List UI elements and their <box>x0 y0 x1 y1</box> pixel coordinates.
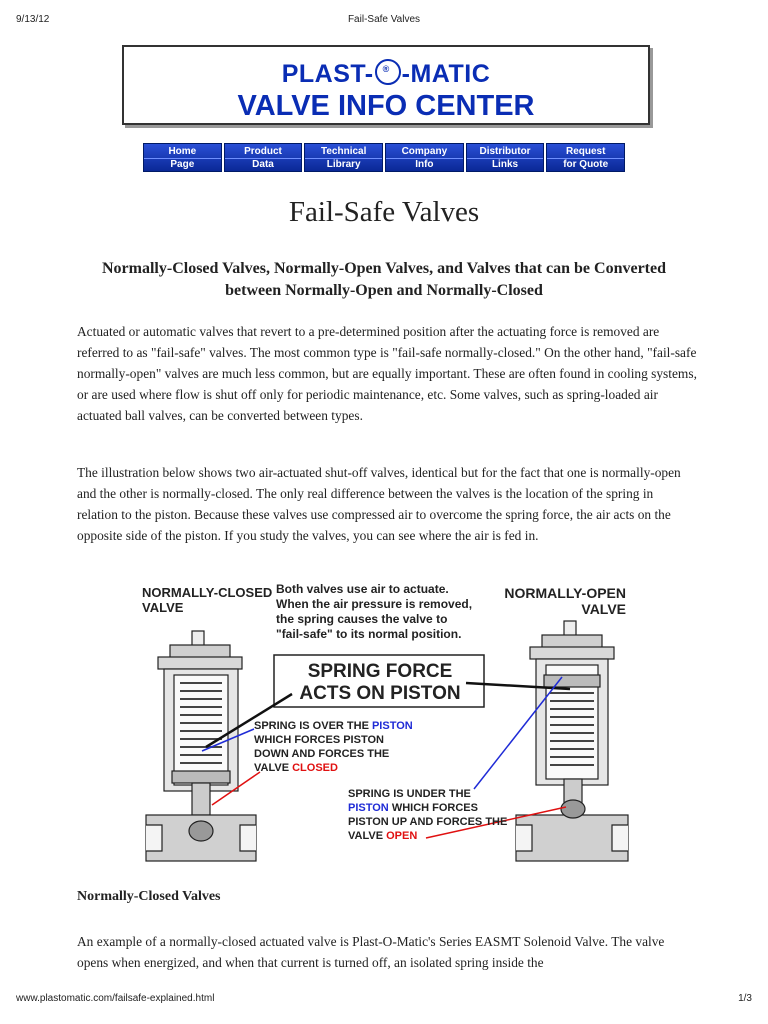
print-date: 9/13/12 <box>16 14 50 25</box>
nav-company-info[interactable]: Company Info <box>385 143 464 172</box>
page-subheading: Normally-Closed Valves, Normally-Open Valves, and Valves that can be Converted between Normally-Open and Normally-Closed <box>101 260 667 299</box>
page-title: Fail-Safe Valves <box>288 196 480 228</box>
top-note: Both valves use air to actuate. When the air pressure is removed, the spring causes the valve to "fail-safe" to its normal position. <box>276 582 473 641</box>
site-banner[interactable] <box>122 45 650 125</box>
no-explanation: SPRING IS UNDER THE PISTON WHICH FORCES PISTON UP AND FORCES THE VALVE OPEN <box>348 788 508 842</box>
no-valve-label: NORMALLY-OPEN VALVE <box>504 585 626 617</box>
nc-valve-label: NORMALLY-CLOSED VALVE <box>142 585 273 615</box>
nav-home[interactable]: Home Page <box>143 143 222 172</box>
nc-explanation: SPRING IS OVER THE PISTON WHICH FORCES PISTON DOWN AND FORCES THE VALVE CLOSED <box>254 720 413 774</box>
nav-request-quote[interactable]: Request for Quote <box>546 143 625 172</box>
section-paragraph: An example of a normally-closed actuated valve is Plast-O-Matic's Series EASMT Solenoid Valve. The valve opens when energized, and when that current is turned off, an isolated spring inside the <box>77 934 665 970</box>
nav-distributor-links[interactable]: Distributor Links <box>466 143 545 172</box>
illustration-paragraph: The illustration below shows two air-actuated shut-off valves, identical but for the fact that one is normally-open and the other is normally-closed. The only real difference between the valves is the location of the spring in relation to the piston. Because these valves use compressed air to overcome the spring force, the air acts on the opposite side of the piston. If you study the valves, you can see where the air is fed in. <box>77 465 681 543</box>
print-page-number: 1/3 <box>738 993 752 1004</box>
nav-product-data[interactable]: Product Data <box>224 143 303 172</box>
spring-force-callout: SPRING FORCE ACTS ON PISTON <box>299 661 461 704</box>
banner-logo: PLAST- ® -MATIC <box>281 60 491 88</box>
section-heading: Normally-Closed Valves <box>77 889 221 904</box>
print-url[interactable]: www.plastomatic.com/failsafe-explained.html <box>16 993 215 1004</box>
valve-illustration <box>136 579 633 869</box>
nav-technical-library[interactable]: Technical Library <box>304 143 383 172</box>
print-title: Fail-Safe Valves <box>347 14 421 25</box>
banner-subtitle: VALVE INFO CENTER <box>237 90 535 122</box>
intro-paragraph: Actuated or automatic valves that revert to a pre-determined position after the actuating force is removed are referred to as "fail-safe" valves. The most common type is "fail-safe normally-closed." On the other hand, "fail-safe normally-open" valves are much less common, but are equally important. These are often found in cooling systems, or are used where flow is shut off only for periodic maintenance, etc. Some valves, such as spring-loaded air actuated ball valves, can be converted between types. <box>77 324 697 423</box>
nav-bar <box>143 143 625 172</box>
logo-o-icon: ® <box>375 59 401 85</box>
